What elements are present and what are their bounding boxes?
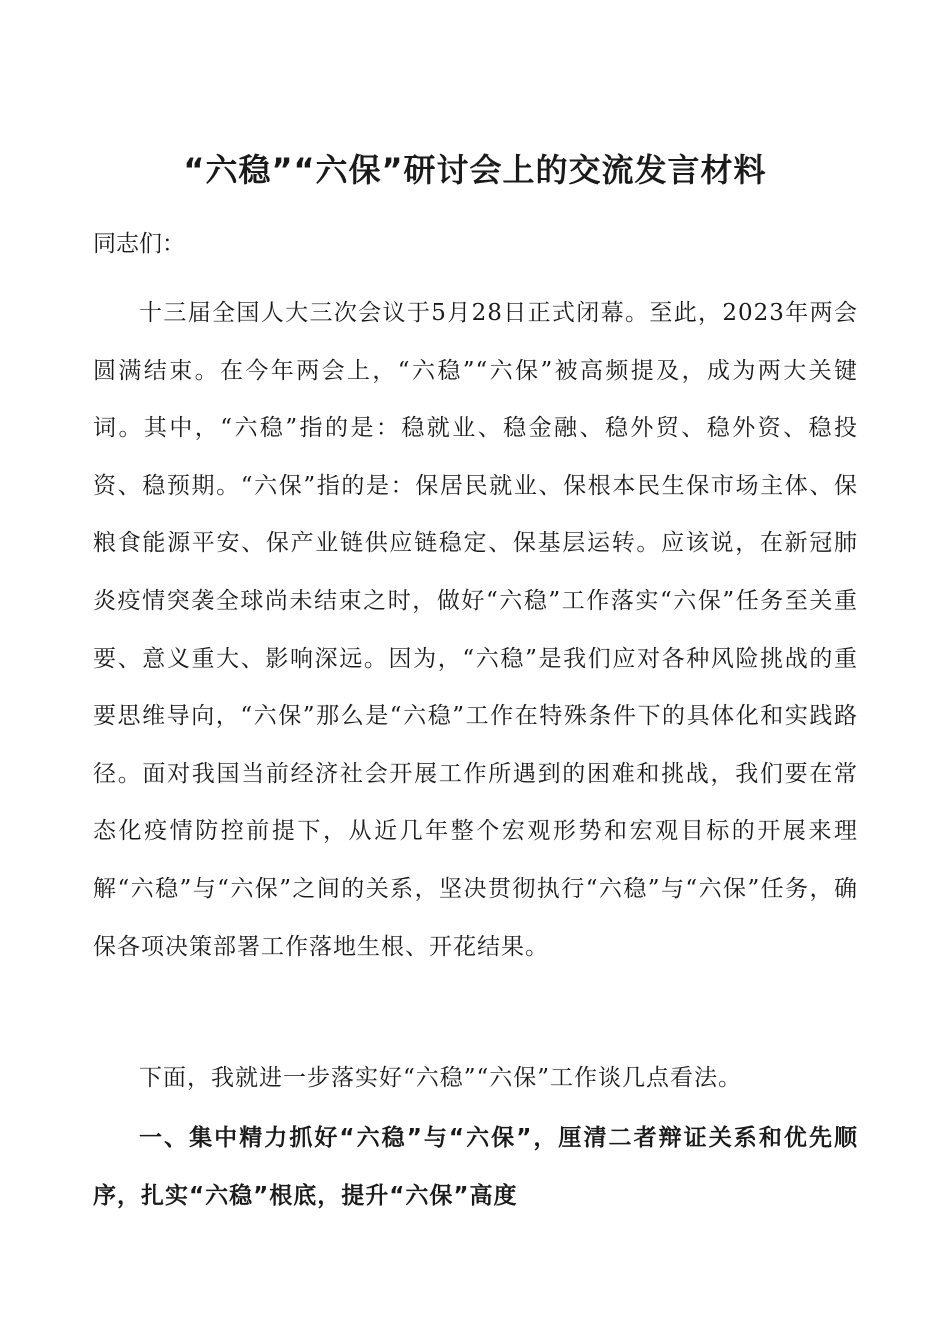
body-paragraph-1: 十三届全国人大三次会议于5月28日正式闭幕。至此，2023年两会圆满结束。在今年两会上，“六稳”“六保”被高频提及，成为两大关键词。其中，“六稳”指的是：稳就业、稳金融、稳外贸、稳外资、稳投资、稳预期。“六保”指的是：保居民就业、保根本民生保市场主体、保粮食能源平安、保产业链供应链稳定、保基层运转。应该说，在新冠肺炎疫情突袭全球尚未结束之时，做好“六稳”工作落实“六保”任务至关重要、意义重大、影响深远。因为，“六稳”是我们应对各种风险挑战的重要思维导向，“六保”那么是“六稳”工作在特殊条件下的具体化和实践路径。面对我国当前经济社会开展工作所遇到的困难和挑战，我们要在常态化疫情防控前提下，从近几年整个宏观形势和宏观目标的开展来理解“六稳”与“六保”之间的关系，坚决贯彻执行“六稳”与“六保”任务，确保各项决策部署工作落地生根、开花结果。: [93, 300, 858, 960]
body-paragraph-2: 下面，我就进一步落实好“六稳”“六保”工作谈几点看法。: [139, 1065, 743, 1091]
salutation: 同志们：: [93, 231, 185, 257]
section-heading: 一、集中精力抓好“六稳”与“六保”，厘清二者辩证关系和优先顺序，扎实“六稳”根底，提升“六保”高度: [93, 1125, 858, 1209]
document-title: “六稳”“六保”研讨会上的交流发言材料: [183, 151, 767, 189]
